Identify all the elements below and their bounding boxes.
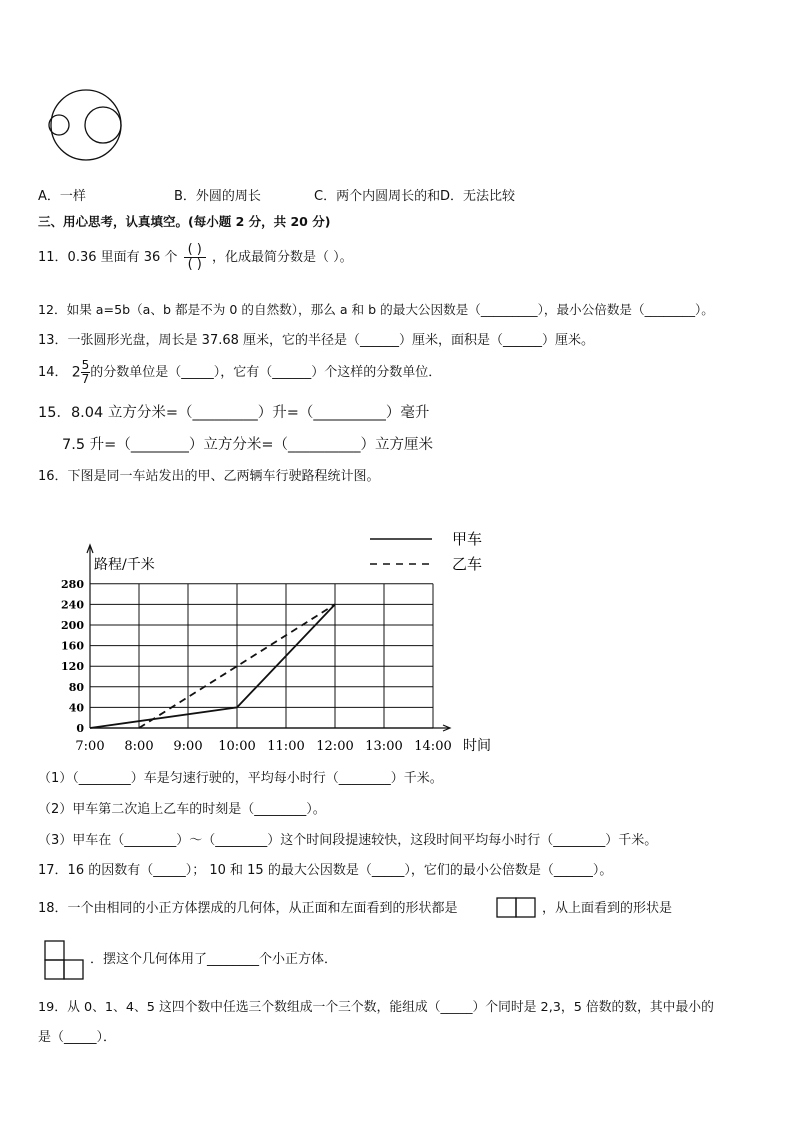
legend-label-jia: 甲车: [452, 530, 483, 548]
front-view-shape: [496, 897, 538, 919]
question-16-sub2: （2）甲车第二次追上乙车的时刻是（________）。: [38, 802, 326, 817]
question-14: 14． 2 $\frac{5}{7}$ 的分数单位是（_____），它有（______）个这样的分数单位．: [38, 358, 442, 386]
x-tick-label: 7:00: [75, 739, 105, 754]
y-tick-label: 80: [68, 680, 84, 694]
question-17: 17．16 的因数有（_____）； 10 和 15 的最大公因数是（_____），它们的最小公倍数是（______）。: [38, 863, 613, 878]
inner-circle-small: [49, 115, 69, 135]
question-18-line2: ．摆这个几何体用了________个小正方体．: [90, 952, 338, 967]
question-19-line1: 19．从 0、1、4、5 这四个数中任选三个数组成一个三个数，能组成（_____）个同时是 2,3，5 倍数的数，其中最小的: [38, 1000, 714, 1015]
y-tick-label: 0: [76, 722, 84, 735]
question-15-line2: 7.5 升=（________）立方分米=（__________）立方厘米: [62, 437, 433, 453]
question-16: 16．下图是同一车站发出的甲、乙两辆车行驶路程统计图。: [38, 469, 380, 484]
question-11: [38, 243, 353, 272]
x-tick-label: 11:00: [267, 739, 305, 754]
outer-circle: [51, 90, 121, 160]
y-tick-label: 200: [61, 619, 84, 632]
question-12: 12．如果 a=5b（a、b 都是不为 0 的自然数），那么 a 和 b 的最大公因数是（_________），最小公倍数是（________）。: [38, 302, 714, 317]
y-tick-label: 40: [68, 701, 84, 715]
line-chart: [60, 525, 560, 760]
circles-figure: [40, 88, 130, 164]
x-tick-label: 13:00: [365, 739, 403, 754]
question-13: 13．一张圆形光盘，周长是 37.68 厘米，它的半径是（______）厘米，面积是（______）厘米。: [38, 333, 595, 348]
question-19-line2: 是（_____）．: [38, 1030, 117, 1045]
legend-label-yi: 乙车: [452, 555, 483, 573]
inner-circle-large: [85, 107, 121, 143]
y-tick-label: 160: [61, 639, 84, 653]
x-axis-label: 时间: [463, 738, 491, 754]
x-tick-label: 9:00: [173, 739, 203, 754]
x-tick-label: 12:00: [316, 739, 354, 754]
q11-prefix: 11．0.36 里面有 36 个: [38, 250, 178, 265]
section-title: 三、用心思考，认真填空。(每小题 2 分，共 20 分): [38, 214, 331, 229]
question-16-sub1: （1）（________）车是匀速行驶的，平均每小时行（________）千米。: [38, 771, 443, 786]
question-18-line1a: 18．一个由相同的小正方体摆成的几何体，从正面和左面看到的形状都是: [38, 901, 458, 916]
mixed-number: 2 $\frac{5}{7}$: [71, 358, 90, 386]
x-tick-label: 8:00: [124, 739, 154, 754]
option-a: A．一样: [38, 189, 86, 204]
q11-suffix: ，化成最简分数是（ ）。: [212, 250, 353, 265]
y-tick-label: 240: [61, 598, 84, 612]
option-b: B．外圆的周长: [174, 189, 261, 204]
top-view-shape: [44, 940, 86, 982]
x-tick-label: 14:00: [414, 739, 452, 754]
question-18-line1b: ，从上面看到的形状是: [542, 901, 673, 916]
y-tick-label: 280: [61, 577, 84, 591]
x-tick-label: 10:00: [218, 739, 256, 754]
question-16-sub3: （3）甲车在（________）～（________）这个时间段提速较快，这段时间平均每小时行（________）千米。: [38, 833, 658, 848]
option-c: C．两个内圆周长的和: [314, 189, 441, 204]
y-axis-label: 路程/千米: [94, 557, 155, 573]
option-d: D．无法比较: [440, 189, 516, 204]
q11-fraction: $\frac{( )}{( )}$: [184, 243, 206, 272]
y-tick-label: 120: [61, 660, 84, 674]
question-15-line1: 15．8.04 立方分米=（_________）升=（__________）毫升: [38, 405, 430, 421]
